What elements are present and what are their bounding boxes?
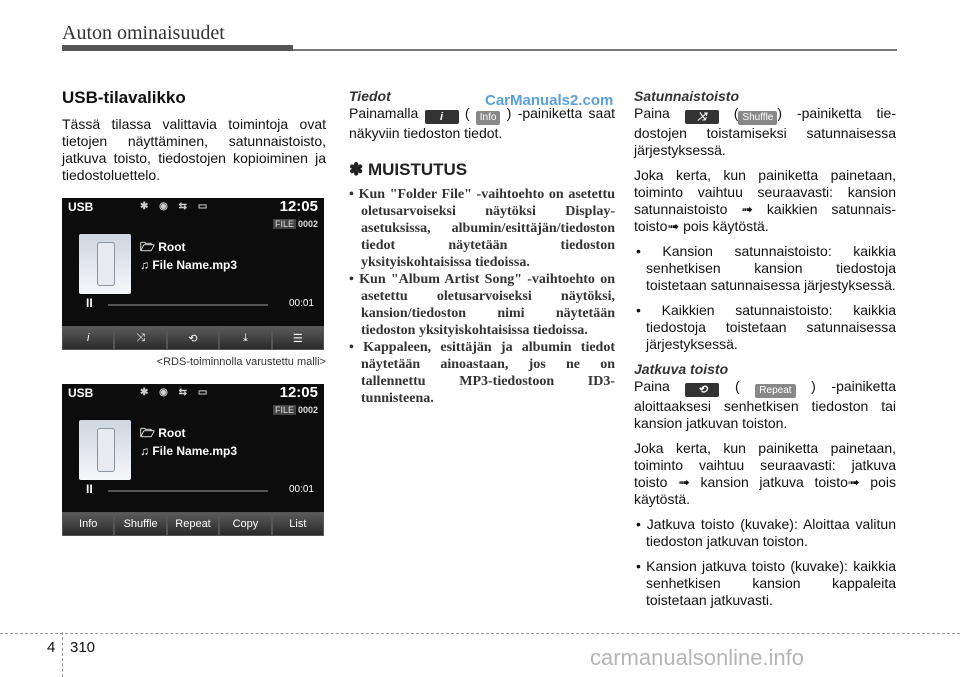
column-middle [349,88,615,407]
usb-device-icon [79,234,131,294]
info-paragraph: Painamalla i ( Info ) -painiketta saat näkyviin tiedoston tiedot. [349,105,616,141]
shuffle-paragraph: Paina ⤨ ( Shuffle ) -painiketta tiedostojen toistamiseksi satunnaisessa järjestyksessä. [634,105,896,158]
shuffle-bullets [634,243,896,353]
header-title: Auton ominaisuudet [62,22,225,44]
note-item: • Kun "Folder File" -vaihtoehto on asetettu oletusarvoiseksi näytöksi Display-asetuksissa, albumin/esittäjän/tiedoston tiedot näytetään tiedoston yksityiskohtaisissa tiedoissa. [349,187,615,270]
clock: 12:05 [279,198,318,215]
info-label: Info [476,111,501,125]
shuffle-key-icon: ⤨ [685,110,719,124]
screen-caption: <RDS-toiminnolla varustettu malli> [156,356,326,368]
usb-screen-rds [62,198,324,350]
file-row: ♫ File Name.mp3 [140,258,238,272]
footer-rule [0,633,960,634]
repeat-button[interactable]: Repeat [167,512,219,536]
music-note-icon: ♫ [140,444,153,458]
pause-icon[interactable]: II [86,296,93,310]
repeat-bullets [634,516,896,609]
page-number: 310 [70,639,96,656]
folder-icon: 🗁 [140,240,159,254]
folder-row: 🗁 Root [140,240,186,254]
repeat-key-icon: ⟲ [685,383,719,397]
bullet-item: • Kansion satunnaistoisto: kaikkia senhetkisen kansion tiedostoja toistetaan satunnaisessa järjestyksessä. [636,243,896,293]
footer-watermark: carmanualsonline.info [590,645,805,670]
file-row: ♫ File Name.mp3 [140,444,238,458]
screen-title: USB [68,386,94,400]
usb-device-icon [79,420,131,480]
folder-row: 🗁 Root [140,426,186,440]
usb-screen-text [62,384,324,536]
footer-divider [62,632,63,677]
copy-button[interactable]: Copy [219,512,271,536]
repeat-icon[interactable]: ⟲ [167,326,219,350]
icon-button-bar [62,326,324,350]
screen-title: USB [68,200,94,214]
copy-icon[interactable]: ⤓ [219,326,271,350]
repeat-heading: Jatkuva toisto [634,361,729,377]
header-rule [293,49,897,51]
column-right [634,88,896,617]
shuffle-icon[interactable]: ⤨ [114,326,166,350]
folder-icon: 🗁 [140,426,159,440]
status-icons: ✱ ◉ ⇆ ▭ [140,387,212,398]
info-icon[interactable]: i [62,326,114,350]
section-heading: USB-tilavalikko [62,88,186,107]
bullet-item: • Kansion jatkuva toisto (kuvake): kaikkia senhetkisen kansion kappaleita toistetaan jatkuvasti. [636,558,896,608]
header-bar [62,45,293,51]
shuffle-heading: Satunnaistoisto [634,88,740,104]
file-badge: FILE 0002 [274,405,318,415]
shuffle-sequence: Joka kerta, kun painiketta painetaan, toiminto vaihtuu seuraavasti: kansion satunnaistoisto ➟ kaikkien satunnaistoisto➟ pois käytöstä. [634,167,896,234]
clock: 12:05 [279,384,318,401]
shuffle-button[interactable]: Shuffle [114,512,166,536]
elapsed-time: 00:01 [288,484,314,495]
repeat-paragraph: Paina ⟲ ( Repeat ) -painiketta aloittaaksesi senhetkisen tiedoston tai kansion jatkuvan toiston. [634,378,897,431]
progress-bar[interactable] [108,490,268,492]
repeat-label: Repeat [755,384,795,398]
watermark: CarManuals2.com [485,92,614,109]
status-icons: ✱ ◉ ⇆ ▭ [140,201,212,212]
column-left [62,88,326,536]
shuffle-label: Shuffle [738,111,777,125]
section-number: 4 [47,639,56,656]
music-note-icon: ♫ [140,258,153,272]
bullet-item: • Kaikkien satunnaistoisto: kaikkia tiedostoja toistetaan satunnaisessa järjestyksessä. [636,302,896,352]
list-icon[interactable]: ☰ [272,326,324,350]
elapsed-time: 00:01 [288,298,314,309]
info-heading: Tiedot [349,88,391,104]
pause-icon[interactable]: II [86,482,93,496]
file-badge: FILE 0002 [274,219,318,229]
text-button-bar [62,512,324,536]
repeat-sequence: Joka kerta, kun painiketta painetaan, toiminto vaihtuu seuraavasti: jatkuva toisto ➟ kansion jatkuva toisto➟ pois käytöstä. [634,440,896,507]
progress-bar[interactable] [108,304,268,306]
intro-paragraph: Tässä tilassa valittavia toimintoja ovat tietojen näyttäminen, satunnaistoisto, jatkuva toisto, tiedostojen kopioiminen ja tiedostoluettelo. [62,116,326,183]
note-item: • Kun "Album Artist Song" -vaihtoehto on asetettu oletusarvoiseksi näytöksi, kansion/tiedoston nimi näytetään tiedoston yksityiskohtaisissa tiedoissa. [349,272,615,338]
note-title: ✽ MUISTUTUS [349,160,468,179]
bullet-item: • Jatkuva toisto (kuvake): Aloittaa valitun tiedoston jatkuvan toiston. [636,516,896,549]
list-button[interactable]: List [272,512,324,536]
note-list [349,186,615,407]
info-button[interactable]: Info [62,512,114,536]
info-key-icon: i [425,110,459,124]
note-item: • Kappaleen, esittäjän ja albumin tiedot näytetään ainoastaan, jos ne on tallennettu MP3-tiedostoon ID3-tunnisteena. [349,340,615,406]
